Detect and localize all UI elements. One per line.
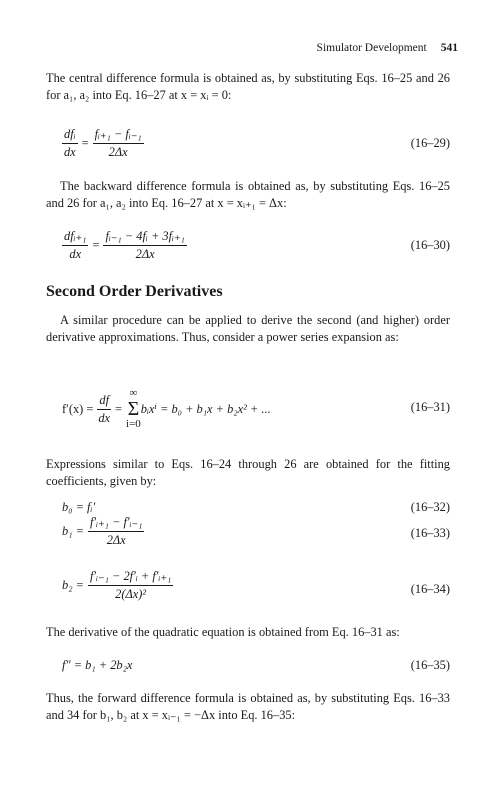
series-expansion: bᵢxⁱ = b₀ + b₁x + b₂x² + ... (140, 402, 271, 416)
lhs-fraction (62, 127, 78, 160)
lhs-denominator: dx (63, 144, 76, 159)
relation-sign: = (81, 135, 89, 150)
equation-number: (16–34) (410, 582, 450, 596)
fraction-denominator: 2Δx (106, 533, 126, 547)
fraction-numerator: f′ᵢ₋₁ − 2f′ᵢ + f′ᵢ₊₁ (88, 568, 173, 586)
fraction-numerator: df (97, 393, 111, 410)
equation-number: (16–31) (410, 400, 450, 414)
lhs-text: b₁ = (62, 523, 84, 538)
rhs-fraction (93, 126, 144, 160)
paragraph-central-difference: The central difference formula is obtained as, by substituting Eqs. 16–25 and 26 for a₁, a₂ into Eq. 16–27 at x = xᵢ = 0: (46, 71, 450, 102)
equation-number: (16–33) (410, 526, 450, 540)
equation-body: b₀ = fᵢ′ (62, 500, 96, 514)
coefficient-fraction (88, 568, 173, 602)
header-title: Simulator Development (316, 42, 427, 54)
summation-symbol (126, 388, 141, 430)
lhs-fraction (62, 228, 88, 262)
coefficient-fraction (88, 514, 144, 548)
paragraph-forward-difference: Thus, the forward difference formula is obtained as, by substituting Eqs. 16–33 and 34 for b₁, b₂ at x = xᵢ₋₁ = −Δx into Eq. 16–35: (46, 691, 450, 722)
rhs-denominator: 2Δx (108, 145, 128, 159)
equation-16-35 (62, 658, 450, 678)
relation-sign: = (92, 237, 100, 252)
equation-16-30 (62, 226, 450, 266)
paragraph-quadratic-derivative: The derivative of the quadratic equation is obtained from Eq. 16–31 as: (46, 625, 400, 639)
equation-number: (16–29) (410, 136, 450, 150)
lhs-text: b₂ = (62, 577, 84, 592)
fraction-numerator: f′ᵢ₊₁ − f′ᵢ₋₁ (88, 514, 144, 532)
rhs-numerator: fᵢ₊₁ − fᵢ₋₁ (93, 126, 144, 144)
equation-number: (16–35) (410, 658, 450, 672)
lhs-denominator: dx (69, 247, 82, 261)
relation-sign: = (115, 401, 123, 416)
equation-number: (16–32) (410, 500, 450, 514)
equation-16-29 (62, 122, 450, 162)
equation-16-33 (62, 514, 450, 554)
page-number: 541 (440, 42, 458, 54)
equation-number: (16–30) (410, 238, 450, 252)
paragraph-coefficients: Expressions similar to Eqs. 16–24 through 26 are obtained for the fitting coefficients, given by: (46, 457, 450, 488)
sum-lower-limit: i=0 (126, 418, 141, 430)
derivative-fraction (97, 393, 111, 426)
rhs-fraction (103, 228, 186, 262)
lhs-numerator: dfᵢ (62, 127, 78, 144)
running-header (317, 42, 458, 54)
equation-16-31 (62, 384, 450, 432)
sum-upper-limit: ∞ (129, 387, 138, 399)
lhs-numerator: dfᵢ₊₁ (62, 228, 88, 246)
fraction-denominator: dx (98, 410, 111, 425)
equation-16-34 (62, 568, 450, 608)
equation-body: f″ = b₁ + 2b₂x (62, 658, 133, 672)
sigma-icon: Σ (127, 398, 140, 420)
rhs-numerator: fᵢ₋₁ − 4fᵢ + 3fᵢ₊₁ (103, 228, 186, 246)
rhs-denominator: 2Δx (135, 247, 155, 261)
lhs-text: f′(x) = (62, 401, 94, 416)
paragraph-backward-difference: The backward difference formula is obtained as, by substituting Eqs. 16–25 and 26 for a₁, a₂ into Eq. 16–27 at x = xᵢ₊₁ = Δx: (46, 179, 450, 210)
section-heading: Second Order Derivatives (46, 283, 223, 300)
fraction-denominator: 2(Δx)² (115, 587, 147, 601)
paragraph-power-series: A similar procedure can be applied to derive the second (and higher) order derivative approximations. Thus, consider a power series expansion as: (46, 313, 450, 344)
